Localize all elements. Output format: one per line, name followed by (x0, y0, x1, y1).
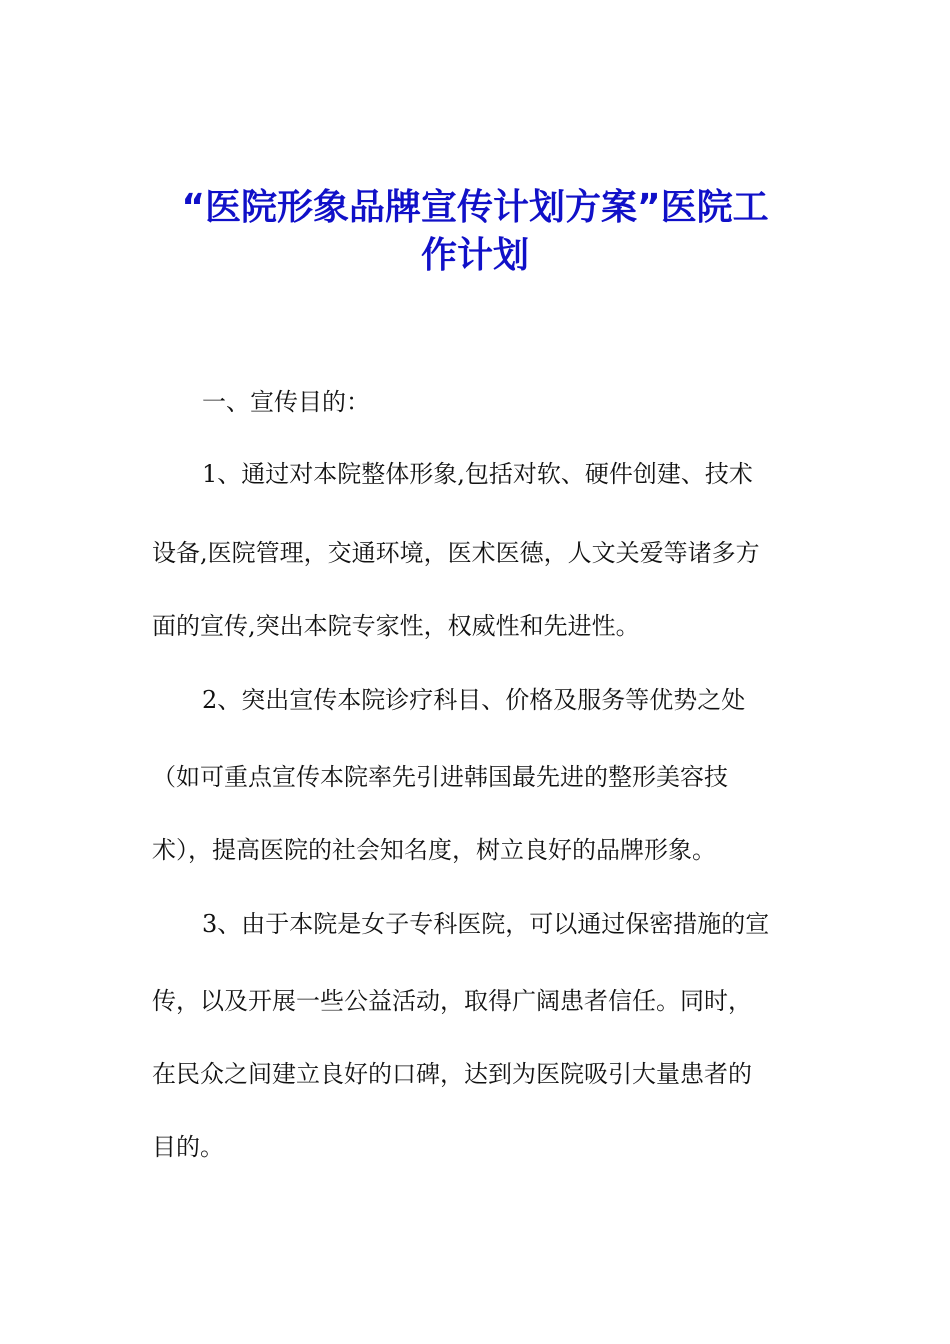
paragraph-3-line-4: 目的。 (152, 1133, 224, 1161)
document-title-line-1: “医院形象品牌宣传计划方案”医院工 (181, 187, 769, 228)
paragraph-2-line-2: （如可重点宣传本院率先引进韩国最先进的整形美容技 (152, 763, 728, 791)
section-heading: 一、宣传目的： (202, 388, 370, 416)
paragraph-3-line-2: 传，以及开展一些公益活动，取得广阔患者信任。同时， (152, 987, 752, 1015)
paragraph-3-line-3: 在民众之间建立良好的口碑，达到为医院吸引大量患者的 (152, 1060, 752, 1088)
paragraph-1-line-2: 设备,医院管理，交通环境，医术医德，人文关爱等诸多方 (152, 539, 760, 567)
document-title-line-2: 作计划 (420, 235, 529, 276)
paragraph-2-line-1: 2、突出宣传本院诊疗科目、价格及服务等优势之处 (202, 686, 746, 714)
paragraph-2-line-3: 术），提高医院的社会知名度，树立良好的品牌形象。 (152, 836, 716, 864)
paragraph-3-line-1: 3、由于本院是女子专科医院，可以通过保密措施的宣 (202, 910, 770, 938)
paragraph-1-line-1: 1、通过对本院整体形象,包括对软、硬件创建、技术 (202, 460, 753, 488)
paragraph-1-line-3: 面的宣传,突出本院专家性，权威性和先进性。 (152, 612, 640, 640)
